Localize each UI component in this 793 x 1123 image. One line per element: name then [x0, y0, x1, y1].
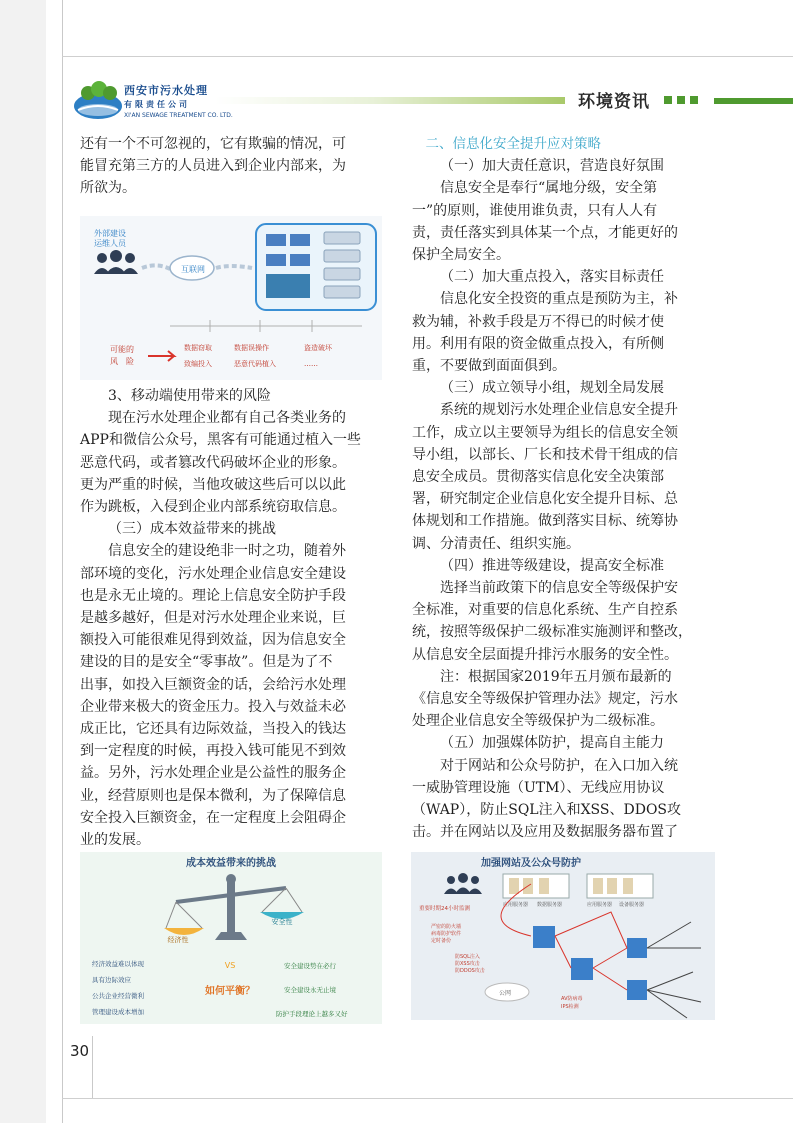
page-number: 30	[70, 1042, 90, 1060]
public-net-label: 公网	[499, 990, 512, 997]
server-label: 数据服务器	[537, 902, 563, 908]
firewall-label: 严密的防火墙	[431, 924, 462, 930]
text-line: 是越多越好，但是对污水处理企业来说，巨	[80, 610, 346, 627]
text-line: 恶意代码，或者篡改代码破坏企业的形象。	[80, 454, 346, 471]
text-line: 业的发展。	[80, 832, 150, 849]
note-line: 《信息安全等级保护管理办法》规定，污水	[412, 691, 678, 708]
attack-label: 防SQL注入	[455, 954, 480, 960]
text-line: 信息安全是奉行“属地分级，安全第	[440, 180, 658, 197]
server-label: 应用服务器	[587, 902, 613, 908]
network-diagram	[411, 852, 715, 1020]
text-line: 益。另外，污水处理企业是公益性的服务企	[80, 765, 346, 782]
frame-line	[62, 0, 63, 1123]
header-square	[690, 96, 698, 104]
actor-label-1: 外部建设	[94, 229, 126, 238]
router-icon	[533, 926, 555, 948]
text-line: 也是永无止境的。理论上信息安全防护手段	[80, 587, 346, 604]
text-line: 击。并在网站以及应用及数据服务器布置了	[412, 824, 678, 841]
right-item: 防护手段理论上越多又好	[276, 1010, 348, 1018]
text-line: 信息化安全投资的重点是预防为主，补	[440, 291, 678, 308]
risk-diagram	[80, 216, 382, 380]
text-line: 对于网站和公众号防护，在入口加入统	[440, 757, 678, 774]
server-label: 设备服务器	[619, 902, 645, 908]
server-label: 应用服务器	[503, 902, 529, 908]
av-label: AV防病毒	[561, 996, 583, 1002]
text-line: 调、分清责任、组织实施。	[412, 535, 580, 552]
text-line: 作为跳板，入侵到企业内部系统窃取信息。	[80, 499, 346, 516]
text-line: 出事，如投入巨额资金的话，会给污水处理	[80, 676, 346, 693]
right-item: 安全建设永无止境	[284, 986, 336, 994]
left-item: 经济效益难以体现	[92, 960, 144, 968]
people-icon	[444, 873, 482, 894]
switch-icon	[627, 938, 647, 958]
text-line: 救为辅，补救手段是万不得已的时候才使	[412, 313, 664, 330]
text-line: 统，按照等级保护二级标准实施测评和整改，	[412, 624, 692, 641]
right-body	[412, 133, 715, 844]
arrow-icon	[148, 351, 174, 361]
left-pan-label: 经济性	[167, 936, 189, 944]
risk-item: 致编投入	[184, 360, 212, 368]
av-label: IPS检测	[561, 1004, 579, 1010]
left-body	[80, 385, 384, 851]
router-icon	[571, 958, 593, 980]
text-line: 息安全成员。贯彻落实信息化安全决策部	[412, 469, 664, 486]
balance-diagram	[80, 852, 382, 1024]
attack-label: 防XSS攻击	[455, 961, 480, 967]
risk-item: 恶意代码植入	[234, 360, 276, 368]
text-line: 导小组，以部长、厂长和技术骨干组成的信	[412, 446, 678, 463]
right-pan-label: 安全性	[271, 918, 293, 926]
risk-item: 盗造破坏	[304, 344, 332, 352]
subheading: （一）加大责任意识，营造良好氛围	[440, 158, 664, 175]
text-line: 用。利用有限的资金做重点投入，有所侧	[412, 335, 664, 352]
note-line: 注：根据国家2019年五月颁布最新的	[440, 668, 672, 685]
cloud-label: 互联网	[181, 265, 205, 274]
left-item: 公共企业经营微利	[92, 992, 144, 1000]
page-margin	[0, 0, 46, 1123]
header-green-bar	[714, 98, 793, 104]
risk-label-1: 可能的	[110, 345, 134, 354]
cloud-icon	[170, 256, 214, 280]
left-intro	[80, 133, 384, 200]
text-line: 企业带来极大的资金压力。投入与效益未必	[80, 698, 346, 715]
text-line: （WAP），防止SQL注入和XSS、DDOS攻	[412, 802, 682, 819]
header-square	[664, 96, 672, 104]
logo-company-name: 西安市污水处理	[124, 84, 208, 97]
text-line: 到一定程度的时候，再投入钱可能见不到效	[80, 743, 346, 760]
text-line: 部环境的变化，污水处理企业信息安全建设	[80, 565, 346, 582]
right-item: 安全建设势在必行	[284, 962, 336, 970]
left-item: 管理建设成本增加	[92, 1008, 144, 1016]
risk-item: ……	[304, 360, 318, 368]
text-line: APP和微信公众号，黑客有可能通过植入一些	[80, 432, 361, 449]
firewall-label: 定时备份	[431, 938, 452, 944]
subheading: （四）推进等级建设，提高安全标准	[440, 557, 664, 574]
lightning-icon	[216, 266, 252, 268]
branch-lines	[647, 922, 701, 1018]
subheading: （二）加大重点投入，落实目标责任	[440, 269, 664, 286]
text-line: 一”的原则，谁使用谁负责，只有人人有	[412, 202, 658, 219]
text-line: 选择当前政策下的信息安全等级保护安	[440, 580, 678, 597]
text-line: 安全投入巨额资金，在一定程度上会阻碍企	[80, 809, 346, 826]
text-line: 全标准，对重要的信息化系统、生产自控系	[412, 602, 678, 619]
text-line: 一威胁管理设施（UTM）、无线应用协议	[412, 779, 665, 796]
text-line: 署，研究制定企业信息化安全提升目标、总	[412, 491, 678, 508]
firewall-label: 病毒防护软件	[431, 931, 462, 937]
text-line: 更为严重的时候，当他攻破这些后可以以此	[80, 476, 346, 493]
header-gradient-bar	[215, 97, 565, 104]
left-item: 具有边际效应	[92, 976, 131, 984]
text-line: 保护全局安全。	[412, 247, 510, 264]
balance-question: 如何平衡？	[205, 986, 255, 997]
website-protection-figure	[411, 852, 715, 1020]
lightning-icon	[142, 265, 172, 270]
connection-lines	[501, 884, 627, 990]
figure-title: 成本效益带来的挑战	[186, 858, 276, 869]
monitor-label: 重要时期24小时监测	[419, 906, 470, 912]
top-rule	[62, 56, 793, 57]
subheading: （五）加强媒体防护，提高自主能力	[440, 735, 664, 752]
text-line: 成正比，它还具有边际效益，当投入的钱达	[80, 721, 346, 738]
subheading: 3、移动端使用带来的风险	[108, 388, 271, 404]
text-line: 信息安全的建设绝非一时之功，随着外	[108, 543, 346, 560]
text-line: 工作，成立以主要领导为组长的信息安全领	[412, 424, 678, 441]
text-line: 体规划和工作措施。做到落实目标、统筹协	[412, 513, 678, 530]
note-line: 处理企业信息安全等级保护为二级标准。	[412, 713, 664, 730]
actor-label-2: 运维人员	[94, 239, 126, 248]
cost-benefit-figure	[80, 852, 382, 1024]
vs-label: VS	[224, 961, 236, 970]
text-line: 责，责任落实到具体某一个点，才能更好的	[412, 224, 678, 241]
text-line: 还有一个不可忽视的，它有欺骗的情况，可	[80, 136, 346, 152]
subheading: （三）成立领导小组，规划全局发展	[440, 380, 664, 397]
bottom-rule	[62, 1098, 793, 1099]
section-heading: 二、信息化安全提升应对策略	[425, 136, 601, 152]
text-line: 业，经营原则也是保本微利，为了保障信息	[80, 787, 346, 804]
header-square	[677, 96, 685, 104]
risk-figure	[80, 216, 382, 380]
section-title: 环境资讯	[578, 92, 650, 112]
people-icon	[94, 250, 138, 274]
text-line: 系统的规划污水处理企业信息安全提升	[440, 402, 678, 419]
logo-company-suffix: 有限责任公司	[124, 100, 190, 109]
text-line: 重，不要做到面面俱到。	[412, 358, 566, 375]
figure-title: 加强网站及公众号防护	[481, 858, 581, 869]
risk-item: 数据误操作	[234, 344, 269, 352]
page-number-rule	[92, 1036, 93, 1098]
scale-icon	[164, 874, 304, 940]
logo-english-name: XI'AN SEWAGE TREATMENT CO. LTD.	[124, 112, 233, 119]
text-line: 额投入可能很难见得到效益，因为信息安全	[80, 632, 346, 649]
text-line: 能冒充第三方的人员进入到企业内部来，为	[80, 158, 346, 175]
text-line: 现在污水处理企业都有自己各类业务的	[108, 410, 346, 427]
switch-icon	[627, 980, 647, 1000]
attack-label: 防DDOS攻击	[455, 968, 485, 974]
risk-label-2: 风 险	[110, 357, 134, 366]
risk-item: 数据窃取	[184, 344, 212, 352]
text-line: 从信息安全层面提升排污水服务的安全性。	[412, 646, 678, 663]
text-line: 建设的目的是安全“零事故”。但是为了不	[80, 654, 333, 671]
text-line: 所欲为。	[80, 180, 136, 197]
subheading: （三）成本效益带来的挑战	[108, 521, 276, 538]
